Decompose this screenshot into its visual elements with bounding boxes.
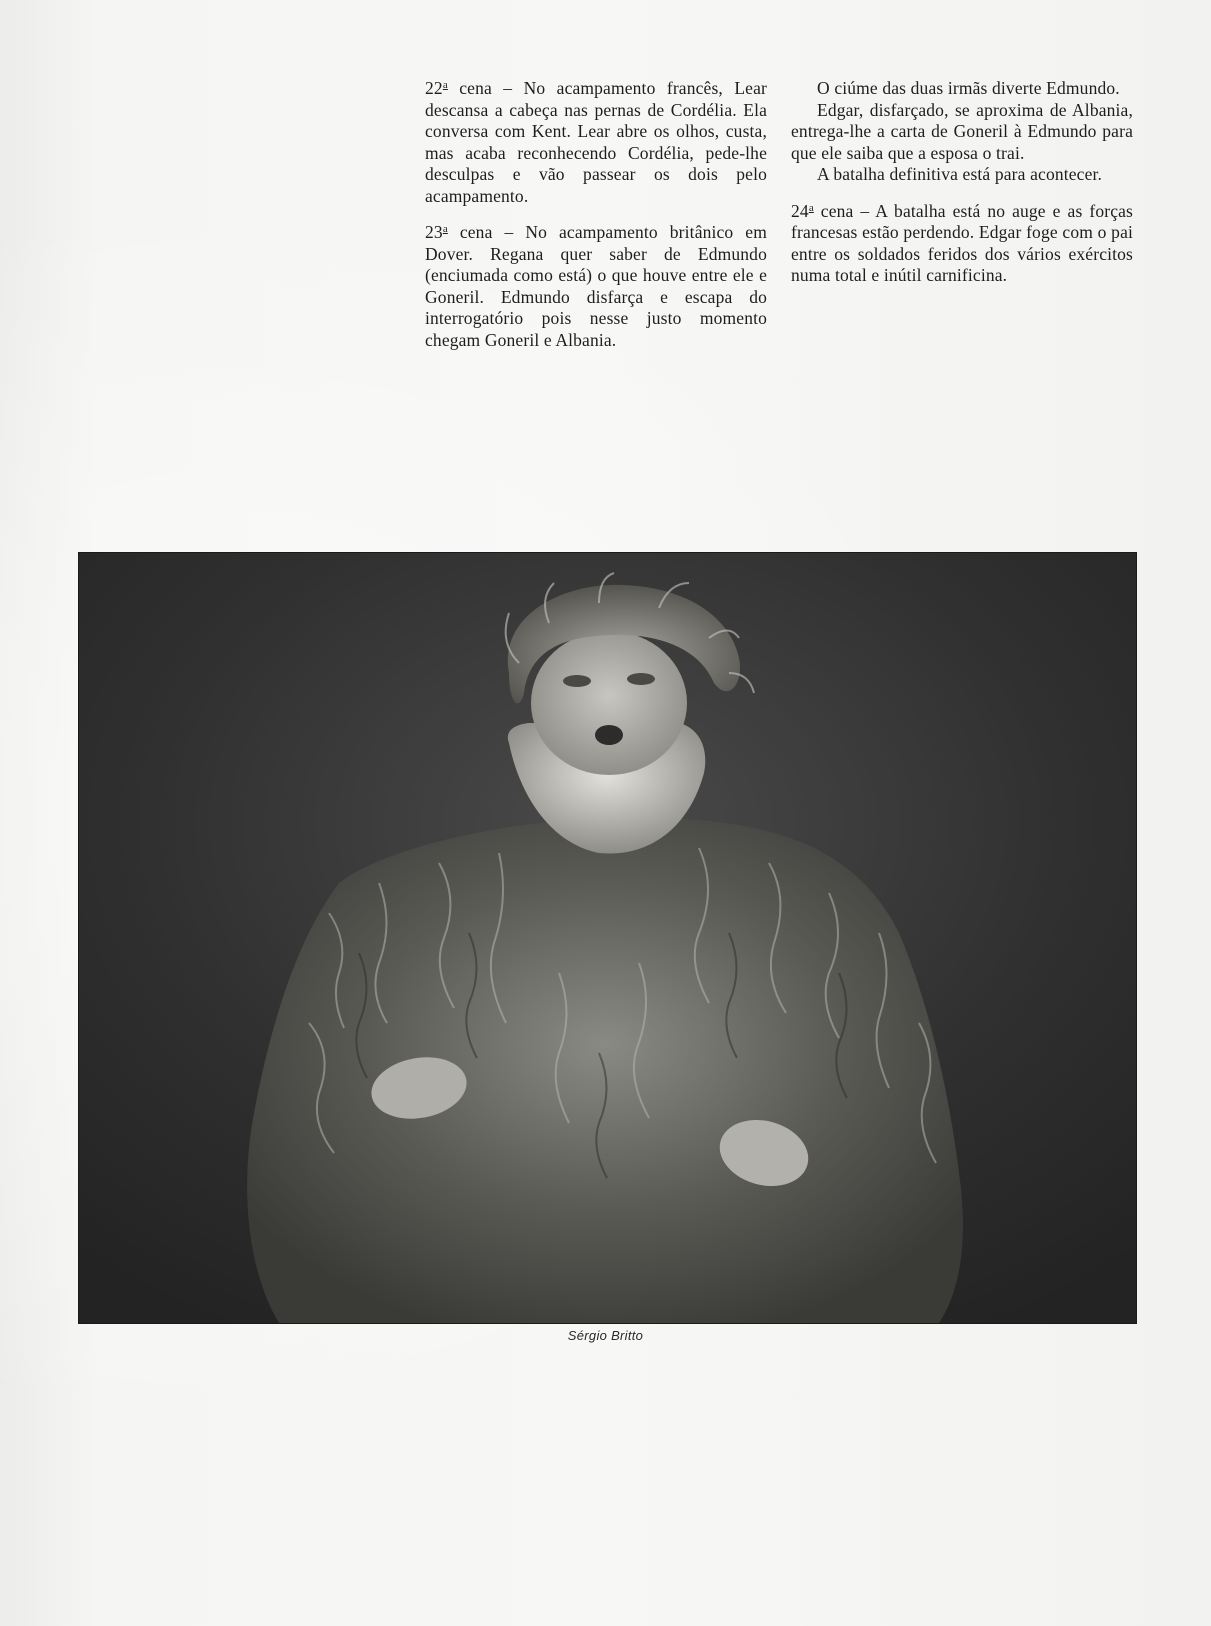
actor-photo-image <box>79 553 1136 1323</box>
actor-photograph <box>78 552 1137 1324</box>
scene-22-paragraph <box>425 78 767 207</box>
scene-24-paragraph <box>791 201 1133 287</box>
scene-23-ordinal: a <box>442 223 448 235</box>
right-text-column <box>791 78 1133 287</box>
photo-caption: Sérgio Britto <box>567 1328 644 1343</box>
scene-24-text: cena – A batalha está no auge e as forças francesas estão perdendo. Edgar foge com o pai entre os soldados feridos dos vários exércitos numa total e inútil carnificina. <box>791 200 1133 285</box>
scene-22-ordinal: a <box>442 79 448 91</box>
scene-22-number: 22 <box>425 78 443 98</box>
scene-24-number: 24 <box>791 200 809 221</box>
scene-23-paragraph <box>425 222 767 351</box>
left-text-column <box>425 78 767 351</box>
scene-24-ordinal: a <box>808 201 814 214</box>
jealousy-paragraph: O ciúme das duas irmãs diverte Edmundo. <box>817 78 1120 98</box>
scene-23-number: 23 <box>425 222 443 242</box>
edgar-letter-paragraph: Edgar, disfarçado, se aproxima de Albania, entrega-lhe a carta de Goneril à Edmundo para que ele saiba que a esposa o trai. <box>791 99 1133 163</box>
scene-22-text: cena – No acampamento francês, Lear descansa a cabeça nas pernas de Cordélia. Ela conversa com Kent. Lear abre os olhos, custa, mas acaba reconhecendo Cordélia, pede-lhe desculpas e vão passear os dois pelo acampamento. <box>425 78 767 206</box>
battle-coming-paragraph: A batalha definitiva está para acontecer. <box>817 164 1103 184</box>
scene-23-text: cena – No acampamento britânico em Dover. Regana quer saber de Edmundo (enciumada como está) o que houve entre ele e Goneril. Edmundo disfarça e escapa do interrogatório pois nesse justo momento chegam Goneril e Albania. <box>425 222 767 350</box>
